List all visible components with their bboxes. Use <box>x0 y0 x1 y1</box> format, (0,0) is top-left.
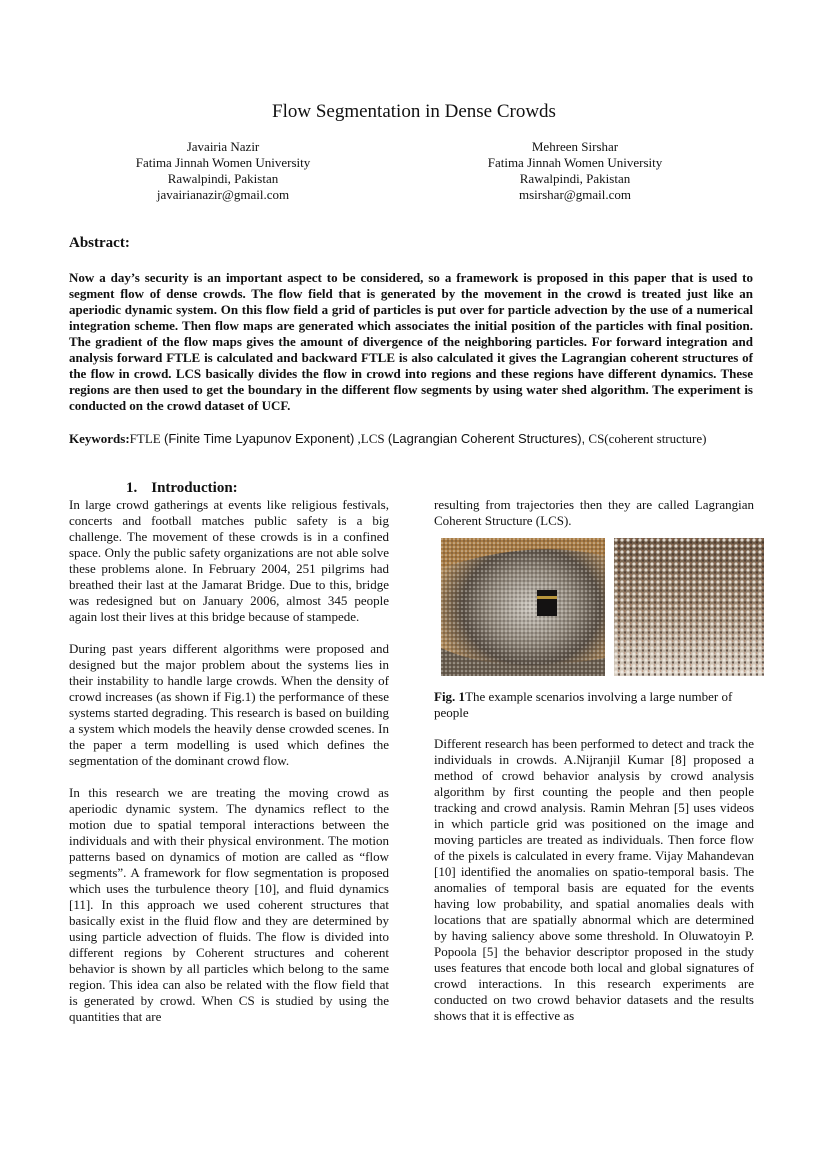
paragraph: In large crowd gatherings at events like religious festivals, concerts and football matches public safety is a big challenge. The movement of these crowds is in a confined space. Only the public safety organizations are not able solve these problems alone. In February 2004, 251 pilgrims had breathed their last at the Jamarat Bridge. Due to this, bridge was redesigned but on January 2006, almost 345 people again lost their lives at this bridge because of stampede. <box>69 497 389 624</box>
author-name: Mehreen Sirshar <box>531 139 619 154</box>
keywords <box>69 431 753 447</box>
paper-title: Flow Segmentation in Dense Crowds <box>272 101 556 122</box>
crowd-photo <box>614 538 764 676</box>
author-email: javairianazir@gmail.com <box>156 187 290 202</box>
figure-caption <box>434 689 754 721</box>
author-name: Javairia Nazir <box>186 139 260 154</box>
author-location: Rawalpindi, Pakistan <box>519 171 631 186</box>
author-location: Rawalpindi, Pakistan <box>167 171 279 186</box>
section-number: 1. <box>126 480 138 496</box>
paragraph: In this research we are treating the moving crowd as aperiodic dynamic system. The dynamics reflect to the motion due to spatial temporal interactions between the individuals and with their physical environment. The motion patterns based on dynamics of motion are called as “flow segments”. A framework for flow segmentation is proposed which uses the turbulence theory [10], and fluid dynamics [11]. In this approach we used coherent structures that basically exist in the fluid flow and they are determined by using particle advection of fluids. The flow is divided into different regions by Coherent structures and coherent behavior is shown by all particles which belong to the same region. This idea can also be related with the flow field that is generated by crowd. When CS is studied by using the quantities that are <box>69 785 389 1024</box>
figure-label: Fig. 1 <box>434 689 466 704</box>
author-email: msirshar@gmail.com <box>519 187 631 202</box>
keyword-cs: CS(coherent structure) <box>585 431 707 446</box>
figure-caption-text: The example scenarios involving a large number of people <box>434 689 733 720</box>
author-block-2 <box>462 139 688 203</box>
abstract-heading: Abstract: <box>69 235 130 251</box>
keyword-lcs: ,LCS <box>354 431 388 446</box>
section-heading <box>126 480 252 497</box>
section-title: Introduction: <box>151 480 238 496</box>
author-affiliation: Fatima Jinnah Women University <box>487 155 663 170</box>
author-block-1 <box>110 139 336 203</box>
right-column-lower <box>434 736 754 1040</box>
keyword-ftle: FTLE <box>129 431 164 446</box>
kaaba-crowd-photo <box>441 538 605 676</box>
paragraph: Different research has been performed to detect and track the individuals in crowds. A.Nijranjil Kumar [8] proposed a method of crowd behavior analysis by crowd analysis algorithm by first counting the people and then people tracking and crowd analysis. Ramin Mehran [5] uses videos in which particle grid was positioned on the image and moving particles are treated as individuals. Then force flow of the pixels is calculated in every frame. Vijay Mahandevan [10] identified the anomalies on spatio-temporal basis. The anomalies of temporal basis are equated for the events having low probability, and spatial anomalies deals with locations that are spatially abnormal which are determined by having saliency above some threshold. In Oluwatoyin P. Popoola [5] the behavior descriptor proposed in the study uses features that encode both local and global signatures of crowd interactions. In this research experiments are conducted on two crowd behavior datasets and the results shows that it is effective as <box>434 736 754 1023</box>
keywords-label: Keywords: <box>69 431 130 446</box>
keyword-lcs-expansion: (Lagrangian Coherent Structures), <box>387 431 586 446</box>
paragraph: resulting from trajectories then they are called Lagrangian Coherent Structure (LCS). <box>434 497 754 528</box>
abstract-text: Now a day’s security is an important aspect to be considered, so a framework is proposed in this paper that is used to segment flow of dense crowds. The flow field that is generated by the movement in the crowd is treated just like an aperiodic dynamic system. On this flow field a grid of particles is put over for particle advection by the use of a numerical integration scheme. Then flow maps are generated which associates the initial position of the particles with final position. The gradient of the flow maps gives the amount of divergence of the neighboring particles. For forward integration and analysis forward FTLE is calculated and backward FTLE is also calculated it gives the Lagrangian coherent structures of the flow in crowd. LCS basically divides the flow in crowd into regions and these regions have different dynamics. These regions are then used to get the boundary in the different flow segments by using water shed algorithm. The experiment is conducted on the crowd dataset of UCF. <box>69 270 753 413</box>
left-column <box>69 497 389 1041</box>
keyword-ftle-expansion: (Finite Time Lyapunov Exponent) <box>163 431 355 446</box>
author-affiliation: Fatima Jinnah Women University <box>135 155 311 170</box>
paragraph: During past years different algorithms were proposed and designed but the major problem about the systems lies in their instability to handle large crowds. When the density of crowd increases (as shown if Fig.1) the performance of these systems started degrading. This research is based on building a system which models the heavily dense crowded scenes. In the paper a term modelling is used which defines the segmentation of the dominant crowd flow. <box>69 641 389 768</box>
